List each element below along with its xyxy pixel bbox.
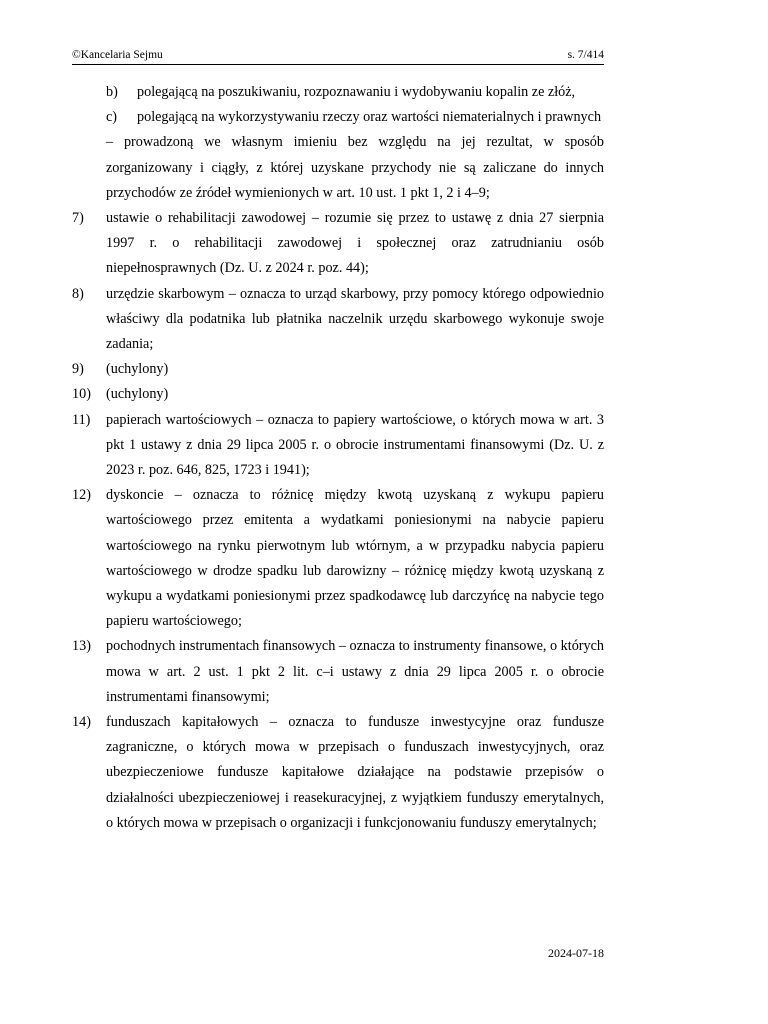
list-item-12 <box>72 483 604 634</box>
publisher-label: ©Kancelaria Sejmu <box>72 49 163 61</box>
item-number: 14) <box>72 714 91 731</box>
item-number: 9) <box>72 361 84 378</box>
item-text: (uchylony) <box>106 386 169 403</box>
subitem-label: b) <box>106 84 118 100</box>
item-number: 13) <box>72 638 91 655</box>
list-item-9 <box>72 357 604 382</box>
page-header <box>72 48 604 65</box>
list-item-13 <box>72 634 604 710</box>
item-text: papierach wartościowych – oznacza to papiery wartościowe, o których mowa w art. 3 pkt 1 ustawy z dnia 29 lipca 2005 r. o obrocie instrumentami finansowymi (Dz. U. z 2023 r. poz. 646, 825, 1723 i 1941); <box>106 411 604 479</box>
document-date: 2024-07-18 <box>548 946 604 960</box>
item-number: 11) <box>72 411 91 428</box>
list-item-14 <box>72 710 604 836</box>
item-number: 7) <box>72 210 84 227</box>
continuation-paragraph: – prowadzoną we własnym imieniu bez względu na jej rezultat, w sposób zorganizowany i ciągły, z której uzyskane przychody nie są zaliczane do innych przychodów ze źródeł wymienionych w art. 10 ust. 1 pkt 1, 2 i 4–9; <box>106 134 604 201</box>
page-number: s. 7/414 <box>567 49 604 61</box>
item-number: 10) <box>72 386 91 403</box>
subitem-label: c) <box>106 109 118 126</box>
subitem-text: polegającą na poszukiwaniu, rozpoznawaniu i wydobywaniu kopalin ze złóż, <box>137 84 576 100</box>
item-text: ustawie o rehabilitacji zawodowej – rozumie się przez to ustawę z dnia 27 sierpnia 1997 r. o rehabilitacji zawodowej i społecznej oraz zatrudnianiu osób niepełnosprawnych (Dz. U. z 2024 r. poz. 44); <box>106 210 604 277</box>
item-text: pochodnych instrumentach finansowych – oznacza to instrumenty finansowe, o których mowa w art. 2 ust. 1 pkt 2 lit. c–i ustawy z dnia 29 lipca 2005 r. o obrocie instrumentami finansowymi; <box>106 638 605 705</box>
item-text: dyskoncie – oznacza to różnicę między kwotą uzyskaną z wykupu papieru wartościowego przez emitenta a wydatkami poniesionymi na nabycie papieru wartościowego na rynku pierwotnym lub wtórnym, a w przypadku nabycia papieru wartościowego w drodze spadku lub darowizny – różnicę między kwotą uzyskaną z wykupu a wydatkami poniesionymi przez spadkodawcę lub darczyńcę na nabycie tego papieru wartościowego; <box>106 487 604 630</box>
document-body <box>72 80 604 836</box>
subitem-text: polegającą na wykorzystywaniu rzeczy oraz wartości niematerialnych i prawnych <box>137 109 602 126</box>
item-text: (uchylony) <box>106 361 169 378</box>
item-text: funduszach kapitałowych – oznacza to fundusze inwestycyjne oraz fundusze zagraniczne, o których mowa w przepisach o funduszach inwestycyjnych, oraz ubezpieczeniowe fundusze kapitałowe działające na podstawie przepisów o działalności ubezpieczeniowej i reasekuracyjnej, z wyjątkiem funduszy emerytalnych, o których mowa w przepisach o organizacji i funkcjonowaniu funduszy emerytalnych; <box>106 714 604 831</box>
item-text: urzędzie skarbowym – oznacza to urząd skarbowy, przy pomocy którego odpowiednio właściwy dla podatnika lub płatnika naczelnik urzędu skarbowego wykonuje swoje zadania; <box>106 285 604 353</box>
list-item-11 <box>72 408 604 484</box>
subitem-b <box>72 80 604 105</box>
list-item-10 <box>72 382 604 407</box>
subitem-c <box>72 105 604 130</box>
item-number: 8) <box>72 285 84 302</box>
list-item-8 <box>72 282 604 358</box>
item-number: 12) <box>72 487 91 504</box>
list-item-7 <box>72 206 604 282</box>
